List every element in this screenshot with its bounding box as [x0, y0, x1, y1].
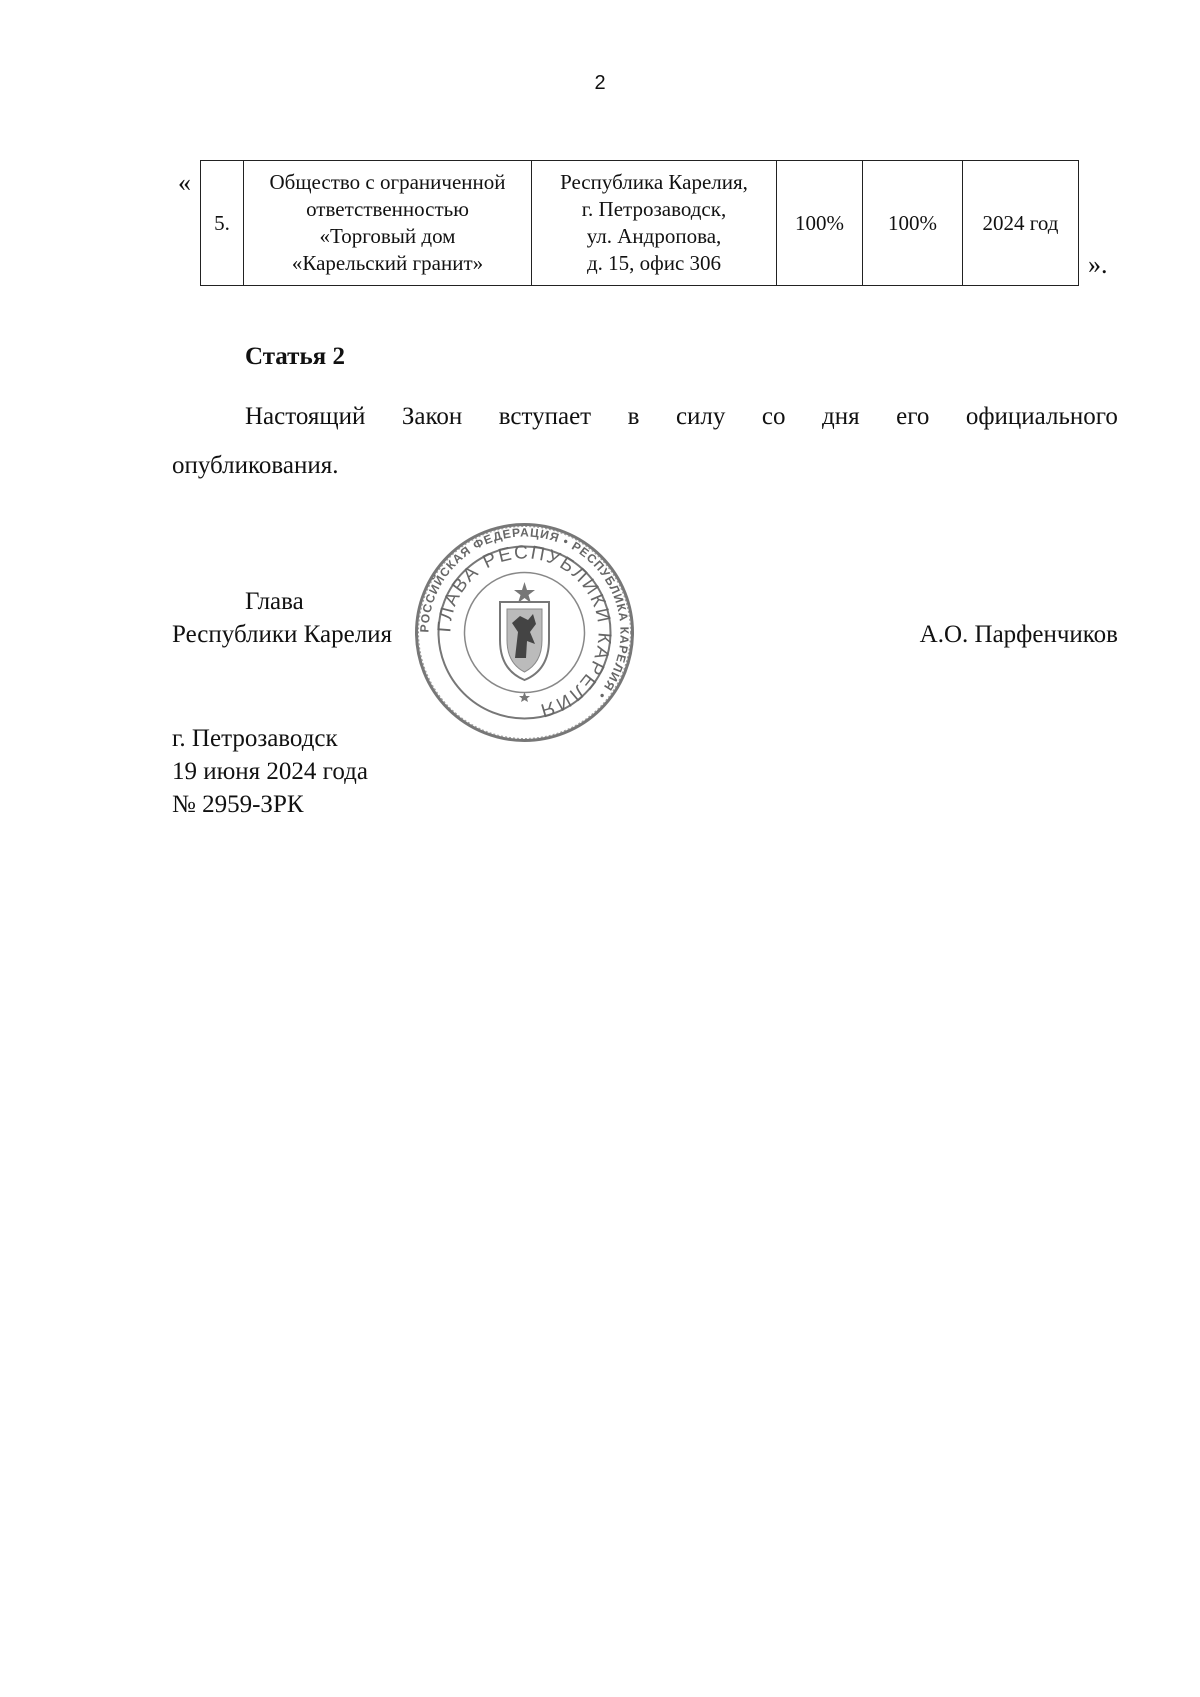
- star-icon: [519, 692, 530, 702]
- organization-name-line: «Карельский гранит»: [291, 251, 484, 275]
- organization-name-line: Общество с ограниченной: [269, 170, 506, 194]
- page-number: 2: [594, 72, 606, 94]
- address-line: ул. Андропова,: [586, 224, 722, 248]
- organization-name-line: «Торговый дом: [319, 224, 456, 248]
- article-paragraph: [172, 392, 1118, 490]
- table-open-quote: «: [178, 168, 191, 197]
- word: дня: [822, 403, 860, 430]
- place-and-date-block: [172, 722, 368, 821]
- signing-date: 19 июня 2024 года: [172, 758, 368, 785]
- registry-table: [200, 160, 1079, 286]
- paragraph-line: [172, 392, 1118, 441]
- address-line: г. Петрозаводск,: [581, 197, 727, 221]
- address-line: Республика Карелия,: [560, 170, 748, 194]
- law-number: № 2959-ЗРК: [172, 791, 304, 818]
- table-close-quote: ».: [1088, 250, 1108, 279]
- year-cell: 2024 год: [963, 161, 1079, 286]
- row-number: 5.: [201, 161, 244, 286]
- word: его: [896, 403, 930, 430]
- seal-inner-text: ГЛАВА РЕСПУБЛИКИ КАРЕЛИЯ: [434, 542, 615, 722]
- organization-name-line: ответственностью: [306, 197, 469, 221]
- official-seal: [412, 520, 637, 745]
- city: г. Петрозаводск: [172, 725, 338, 752]
- signatory-title-line2: Республики Карелия: [172, 621, 393, 648]
- paragraph-line: опубликования.: [172, 452, 339, 479]
- coat-of-arms-icon: [500, 582, 549, 680]
- signatory-name: А.О. Парфенчиков: [919, 621, 1118, 648]
- word: в: [627, 403, 640, 430]
- organization-address: [532, 161, 777, 286]
- word: Настоящий: [245, 403, 366, 430]
- word: Закон: [401, 403, 463, 430]
- article-title: Статья 2: [245, 343, 345, 370]
- seal-outer-text: РОССИЙСКАЯ ФЕДЕРАЦИЯ • РЕСПУБЛИКА КАРЕЛИЯ •: [417, 525, 632, 703]
- address-line: д. 15, офис 306: [586, 251, 722, 275]
- word: официального: [965, 403, 1118, 430]
- word: со: [761, 403, 786, 430]
- word: силу: [675, 403, 726, 430]
- signatory-title-line1: Глава: [245, 588, 304, 615]
- table-row: [201, 161, 1079, 286]
- organization-name: [244, 161, 532, 286]
- share-cell-1: 100%: [777, 161, 863, 286]
- share-cell-2: 100%: [863, 161, 963, 286]
- word: вступает: [498, 403, 592, 430]
